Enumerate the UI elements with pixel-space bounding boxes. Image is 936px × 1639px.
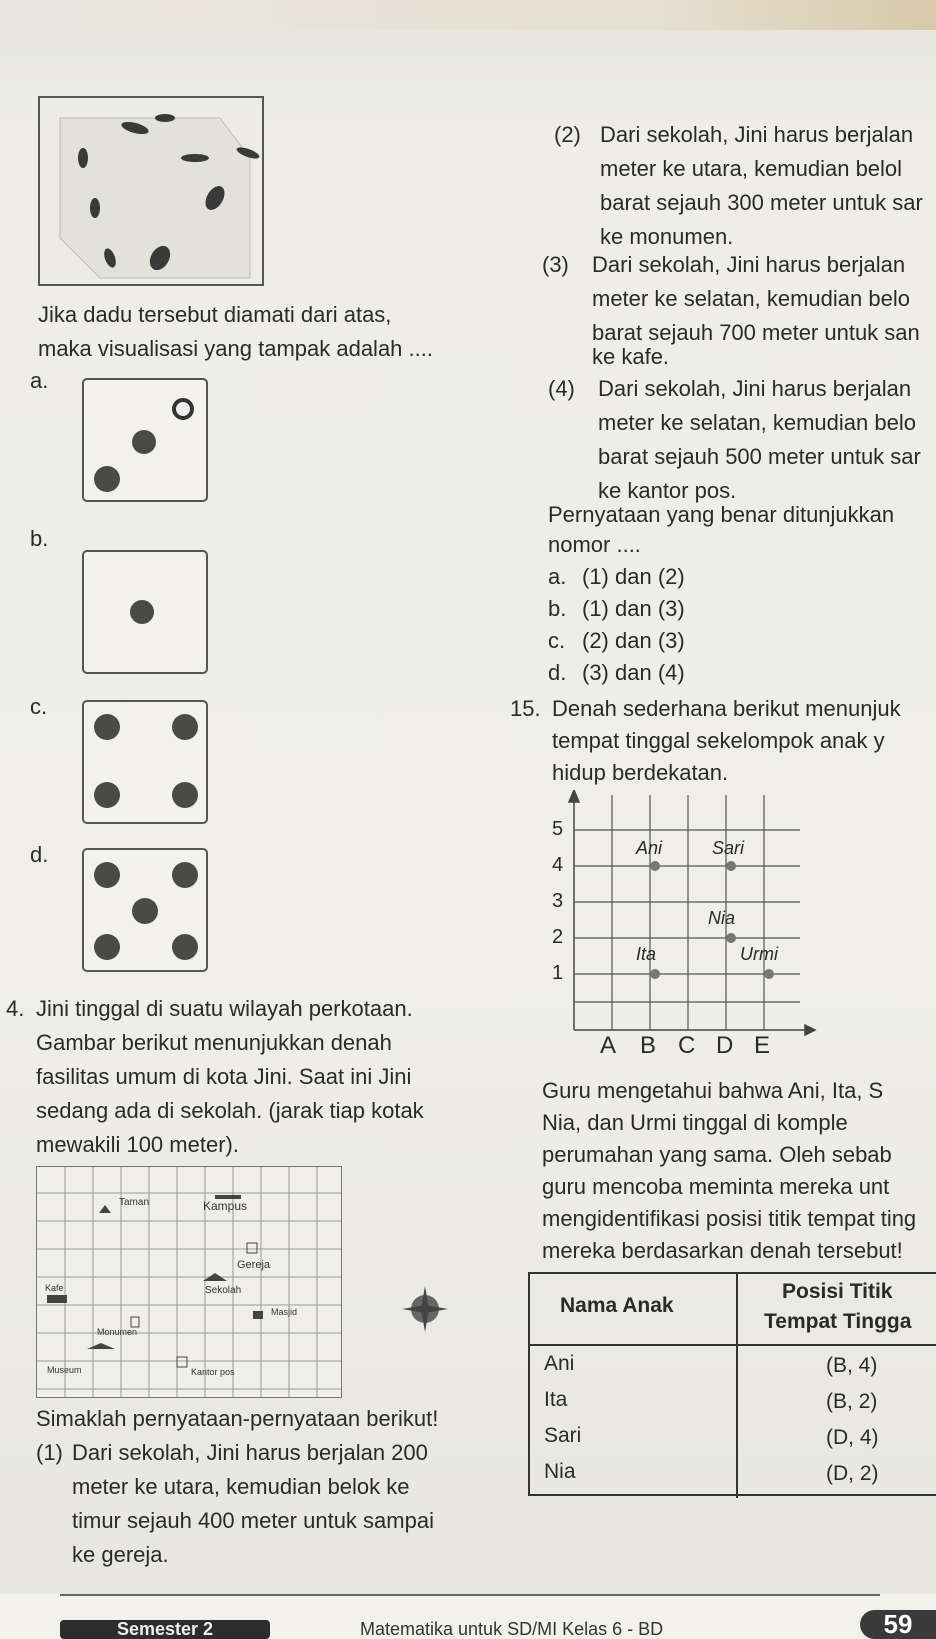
statement-2-line3: barat sejauh 300 meter untuk sar [600,190,923,215]
choice-a-text[interactable]: (1) dan (2) [582,564,685,589]
q15-desc-line4: guru mencoba meminta mereka unt [542,1174,890,1199]
dice-illustration [38,96,264,286]
statement-3-line3: barat sejauh 700 meter untuk san [592,320,920,345]
point-nia [726,933,736,943]
map-label-gereja: Gereja [237,1259,271,1271]
option-d-die-face[interactable] [82,848,208,972]
q15-desc-line6: mereka berdasarkan denah tersebut! [542,1238,903,1263]
statement-3-line1: Dari sekolah, Jini harus berjalan [592,252,906,277]
pip [94,862,120,888]
option-b-die-face[interactable] [82,550,208,674]
pip [172,398,194,420]
statement-4-line3: barat sejauh 500 meter untuk sar [598,444,921,469]
y-tick-1: 1 [552,962,564,984]
statement-3-num: (3) [542,252,569,277]
map-label-museum: Museum [47,1365,82,1375]
q14-intro-line3: fasilitas umum di kota Jini. Saat ini Jini [36,1064,412,1089]
statement-1-line4: ke gereja. [72,1542,169,1567]
pip [172,934,198,960]
statement-2-num: (2) [554,122,581,147]
q15-intro-line1: Denah sederhana berikut menunjuk [552,696,901,721]
map-label-kantor-pos: Kantor pos [191,1367,235,1377]
option-c-letter[interactable]: c. [30,694,48,719]
semester-badge: Semester 2 [60,1620,270,1639]
q15-desc-line5: mengidentifikasi posisi titik tempat ting [542,1206,917,1231]
map-label-kafe: Kafe [45,1283,64,1293]
pip [172,862,198,888]
statement-4-line1: Dari sekolah, Jini harus berjalan [598,376,912,401]
x-tick-e: E [754,1032,771,1059]
map-label-masjid: Masjid [271,1307,298,1317]
point-label-urmi: Urmi [740,944,778,964]
statement-1-line2: meter ke utara, kemudian belok ke [72,1474,410,1499]
table-header-posisi: Posisi Titik [782,1280,893,1303]
choice-c-letter[interactable]: c. [548,628,566,653]
pip [172,782,198,808]
choice-d-letter[interactable]: d. [548,660,567,685]
map-label-kampus: Kampus [203,1199,248,1213]
table-row-1-name: Ani [544,1352,575,1375]
point-ani [650,861,660,871]
q14-question-line1: Pernyataan yang benar ditunjukkan [548,502,895,527]
statement-2-line4: ke monumen. [600,224,734,249]
point-sari [726,861,736,871]
statement-3-line2: meter ke selatan, kemudian belo [592,286,910,311]
pip [94,466,120,492]
q15-intro-line2: tempat tinggal sekelompok anak y [552,728,885,753]
choice-d-text[interactable]: (3) dan (4) [582,660,685,685]
statement-1-num: (1) [36,1440,63,1465]
q15-desc-line3: perumahan yang sama. Oleh sebab [542,1142,892,1167]
statement-4-line2: meter ke selatan, kemudian belo [598,410,916,435]
choice-b-letter[interactable]: b. [548,596,567,621]
point-label-sari: Sari [712,838,745,858]
statement-3-line4: ke kafe. [592,344,670,369]
q14-question-line2: nomor .... [548,532,641,557]
q13-stem-line1: Jika dadu tersebut diamati dari atas, [38,302,392,327]
footer-divider [60,1594,880,1596]
table-row-2-name: Ita [544,1388,568,1411]
compass-icon [402,1286,448,1332]
table-row-4-name: Nia [544,1460,576,1483]
option-d-letter[interactable]: d. [30,842,49,867]
q13-stem-line2: maka visualisasi yang tampak adalah .... [38,336,433,361]
y-tick-3: 3 [552,890,564,912]
map-label-sekolah: Sekolah [205,1285,242,1296]
q15-desc-line1: Guru mengetahui bahwa Ani, Ita, S [542,1078,884,1103]
table-row-1-pos: (B, 4) [826,1354,878,1377]
point-label-nia: Nia [708,908,736,928]
q15-desc-line2: Nia, dan Urmi tinggal di komple [542,1110,848,1135]
q15-number: 15. [510,696,541,721]
statement-4-num: (4) [548,376,575,401]
dice-svg [40,98,262,284]
pip [132,430,156,454]
y-tick-5: 5 [552,818,564,840]
table-header-tempat: Tempat Tingga [764,1310,912,1333]
map-label-monumen: Monumen [97,1327,138,1337]
option-a-die-face[interactable] [82,378,208,502]
statement-1-line3: timur sejauh 400 meter untuk sampai [72,1508,434,1533]
pip [94,714,120,740]
option-a-letter[interactable]: a. [30,368,49,393]
statement-4-line4: ke kantor pos. [598,478,737,503]
statement-2-line2: meter ke utara, kemudian belol [600,156,903,181]
statement-2-line1: Dari sekolah, Jini harus berjalan [600,122,914,147]
map-label-taman: Taman [119,1197,150,1208]
table-header-cell-2 [738,1274,936,1346]
y-tick-2: 2 [552,926,564,948]
q14-number: 4. [6,996,25,1021]
choice-c-text[interactable]: (2) dan (3) [582,628,685,653]
x-tick-a: A [600,1032,617,1059]
table-header-nama: Nama Anak [560,1294,674,1317]
choice-a-letter[interactable]: a. [548,564,567,589]
answer-table [528,1272,936,1496]
option-b-letter[interactable]: b. [30,526,49,551]
pip [172,714,198,740]
q14-intro-line2: Gambar berikut menunjukkan denah [36,1030,392,1055]
x-tick-b: B [640,1032,657,1059]
choice-b-text[interactable]: (1) dan (3) [582,596,685,621]
point-ita [650,969,660,979]
q14-instruction: Simaklah pernyataan-pernyataan berikut! [36,1406,439,1431]
table-row-2-pos: (B, 2) [826,1390,878,1413]
page-number: 59 [860,1610,936,1639]
x-tick-c: C [678,1032,696,1059]
city-map [36,1166,342,1398]
q14-intro-line5: mewakili 100 meter). [36,1132,239,1157]
pip [94,782,120,808]
point-label-ita: Ita [636,944,657,964]
pip [130,600,154,624]
footer-book-title: Matematika untuk SD/MI Kelas 6 - BD [360,1619,664,1639]
page-top-edge [0,0,936,30]
table-row-3-pos: (D, 4) [826,1426,879,1449]
point-label-ani: Ani [636,838,663,858]
q15-intro-line3: hidup berdekatan. [552,760,729,785]
coordinate-grid-svg [540,790,820,1060]
q14-intro-line1: Jini tinggal di suatu wilayah perkotaan. [36,996,413,1021]
option-c-die-face[interactable] [82,700,208,824]
table-row-4-pos: (D, 2) [826,1462,879,1485]
pip [132,898,158,924]
x-tick-d: D [716,1032,734,1059]
statement-1-line1: Dari sekolah, Jini harus berjalan 200 [72,1440,428,1465]
point-urmi [764,969,774,979]
q14-intro-line4: sedang ada di sekolah. (jarak tiap kotak [36,1098,424,1123]
y-tick-4: 4 [552,854,564,876]
coordinate-grid [540,790,820,1060]
table-row-3-name: Sari [544,1424,582,1447]
table-header-cell-1 [530,1274,738,1346]
city-map-grid [37,1167,341,1397]
pip [94,934,120,960]
